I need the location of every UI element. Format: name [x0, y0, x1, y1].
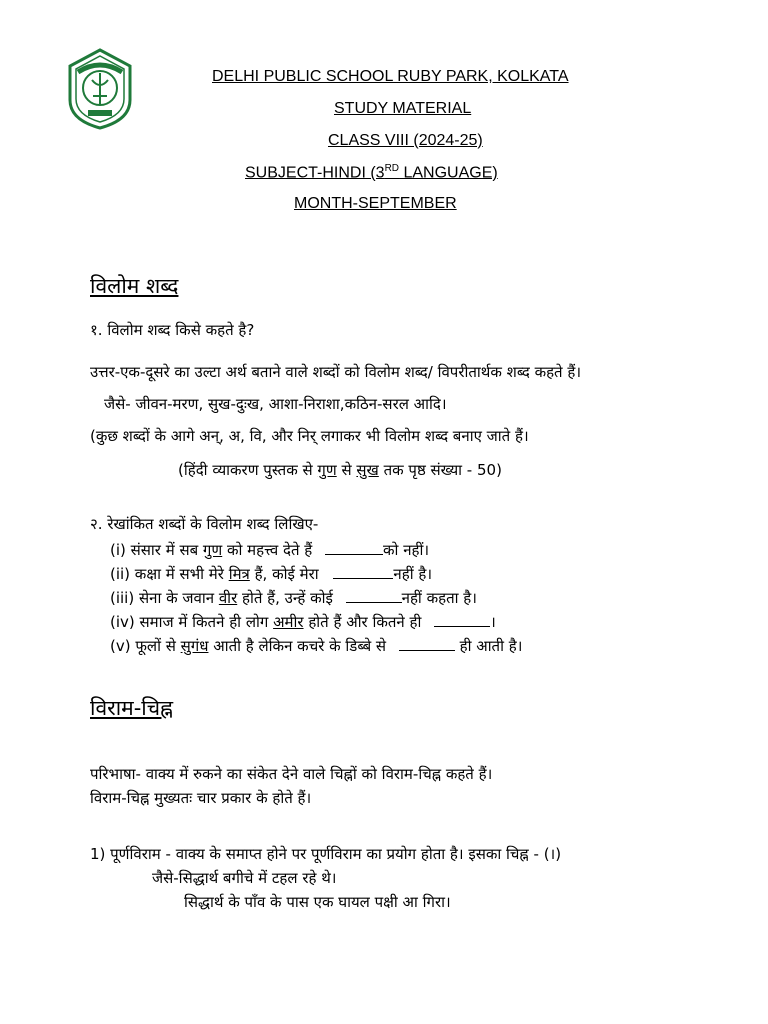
section-heading-antonyms: विलोम शब्द — [90, 274, 179, 298]
point-1: 1) पूर्णविराम - वाक्य के समाप्त होने पर पूर्णविराम का प्रयोग होता है। इसका चिह्न - (।) — [90, 845, 562, 863]
exercise-item: (v) फूलों से सुगंध आती है लेकिन कचरे के डिब्बे से ही आती है। — [110, 637, 523, 655]
exercise-item: (iii) सेना के जवान वीर होते हैं, उन्हें कोई नहीं कहता है। — [110, 589, 477, 607]
example-1: जैसे-सिद्धार्थ बगीचे में टहल रहे थे। — [152, 869, 337, 887]
example-2: सिद्धार्थ के पाँव के पास एक घायल पक्षी आ गिरा। — [184, 893, 451, 911]
note-line: (कुछ शब्दों के आगे अन्, अ, वि, और निर् लगाकर भी विलोम शब्द बनाए जाते हैं। — [90, 427, 529, 445]
reference-line: (हिंदी व्याकरण पुस्तक से गुण से सुख तक पृष्ठ संख्या - 50) — [178, 461, 502, 479]
exercise-item: (ii) कक्षा में सभी मेरे मित्र हैं, कोई मेरा नहीं है। — [110, 565, 432, 583]
definition-line: परिभाषा- वाक्य में रुकने का संकेत देने वाले चिह्नों को विराम-चिह्न कहते हैं। — [90, 765, 493, 783]
subject-line: SUBJECT-HINDI (3RD LANGUAGE) — [245, 163, 498, 182]
answer-blank[interactable] — [399, 637, 455, 651]
answer-blank[interactable] — [333, 565, 393, 579]
class-line: CLASS VIII (2024-25) — [328, 132, 483, 149]
section-heading-punctuation: विराम-चिह्न — [90, 696, 174, 720]
exercise-title: २. रेखांकित शब्दों के विलोम शब्द लिखिए- — [90, 515, 319, 533]
question-1: १. विलोम शब्द किसे कहते है? — [90, 321, 255, 339]
types-line: विराम-चिह्न मुख्यतः चार प्रकार के होते हैं। — [90, 789, 312, 807]
answer-1: उत्तर-एक-दूसरे का उल्टा अर्थ बताने वाले शब्दों को विलोम शब्द/ विपरीतार्थक शब्द कहते हैं। — [90, 363, 582, 381]
exercise-item: (i) संसार में सब गुण को महत्त्व देते हैं को नहीं। — [110, 541, 430, 559]
answer-blank[interactable] — [346, 589, 402, 603]
answer-blank[interactable] — [434, 613, 490, 627]
answer-blank[interactable] — [325, 541, 383, 555]
month-line: MONTH-SEPTEMBER — [294, 195, 457, 212]
exercise-item: (iv) समाज में कितने ही लोग अमीर होते हैं और कितने ही । — [110, 613, 496, 631]
school-name: DELHI PUBLIC SCHOOL RUBY PARK, KOLKATA — [212, 68, 569, 85]
material-title: STUDY MATERIAL — [334, 100, 472, 117]
examples-line: जैसे- जीवन-मरण, सुख-दुःख, आशा-निराशा,कठिन-सरल आदि। — [104, 395, 447, 413]
